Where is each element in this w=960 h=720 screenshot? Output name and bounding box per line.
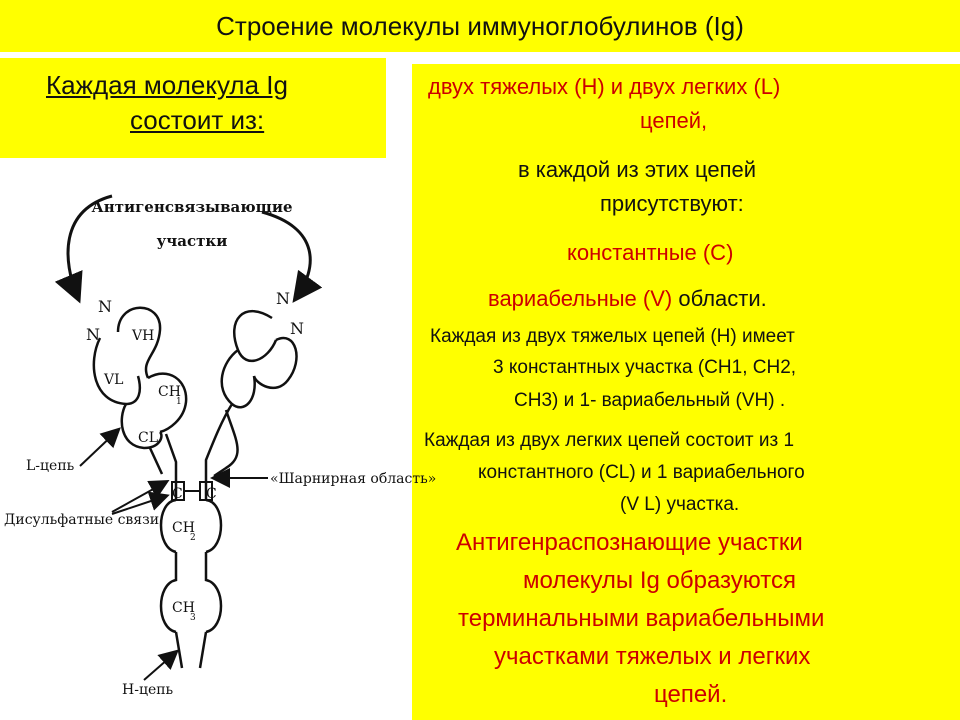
label-ch2-sub: 2 (190, 533, 196, 543)
label-vh: VH (132, 328, 155, 344)
text-present: присутствуют: (600, 191, 744, 216)
heavy-chain-line-1: Каждая из двух тяжелых цепей (Н) имеет (430, 326, 795, 347)
label-ch1-sub: 1 (176, 397, 182, 407)
n-terminal-right-2: N (290, 319, 304, 338)
antigen-recognition-line-3: терминальными вариабельными (458, 605, 825, 632)
l-chain-arrow (80, 430, 118, 466)
intro-line-2: состоит из: (130, 105, 265, 135)
text-variable-rest: области. (672, 286, 767, 311)
text-chains-line-1: двух тяжелых (Н) и двух легких (L) (428, 74, 781, 99)
label-disulfide: Дисульфатные связи (4, 512, 160, 528)
light-chain-line-3: (V L) участка. (620, 494, 740, 515)
slide-title: Строение молекулы иммуноглобулинов (Ig) (216, 11, 744, 41)
right-arrow (262, 212, 310, 298)
text-each-chain: в каждой из этих цепей (518, 157, 757, 182)
heavy-chain-line-2: 3 константных участка (СН1, СН2, (493, 357, 797, 378)
text-chains-line-2: цепей, (640, 108, 708, 133)
label-ch3: CH (172, 600, 195, 616)
antigen-binding-label-1: Антигенсвязывающие (91, 198, 293, 216)
label-l-chain: L-цепь (26, 458, 75, 474)
light-chain-line-1: Каждая из двух легких цепей состоит из 1 (424, 430, 795, 451)
h-chain-arrow (144, 652, 176, 680)
label-c-right: C (206, 486, 217, 502)
antigen-recognition-line-2: молекулы Ig образуются (523, 567, 796, 594)
antigen-binding-label-2: участки (156, 232, 228, 250)
label-ch3-sub: 3 (190, 613, 196, 623)
intro-box (0, 58, 386, 158)
n-terminal-left-1: N (98, 297, 112, 316)
label-vl: VL (104, 372, 124, 388)
n-terminal-left-2: N (86, 325, 100, 344)
text-constant: константные (С) (567, 240, 734, 265)
n-terminal-right-1: N (276, 289, 290, 308)
label-c-left: C (172, 486, 183, 502)
text-variable (488, 286, 767, 312)
label-ch1: CH (158, 384, 181, 400)
right-fab-arm (206, 311, 297, 480)
label-h-chain: Н-цепь (122, 682, 174, 698)
immunoglobulin-diagram (0, 160, 437, 720)
fc-region (161, 480, 221, 668)
antigen-recognition-line-1: Антигенраспознающие участки (456, 529, 803, 556)
disulfide-arrow-1 (112, 482, 166, 512)
intro-line-1: Каждая молекула Ig (46, 70, 288, 100)
heavy-chain-line-3: СН3) и 1- вариабельный (VH) . (514, 390, 786, 411)
text-variable-red: вариабельные (V) (488, 286, 673, 311)
light-chain-line-2: константного (CL) и 1 вариабельного (478, 462, 805, 483)
label-hinge: «Шарнирная область» (270, 471, 437, 487)
antigen-recognition-line-5: цепей. (654, 681, 728, 708)
label-ch2: CH (172, 520, 195, 536)
antigen-recognition-line-4: участками тяжелых и легких (494, 643, 811, 670)
label-cl: CL (138, 430, 159, 446)
